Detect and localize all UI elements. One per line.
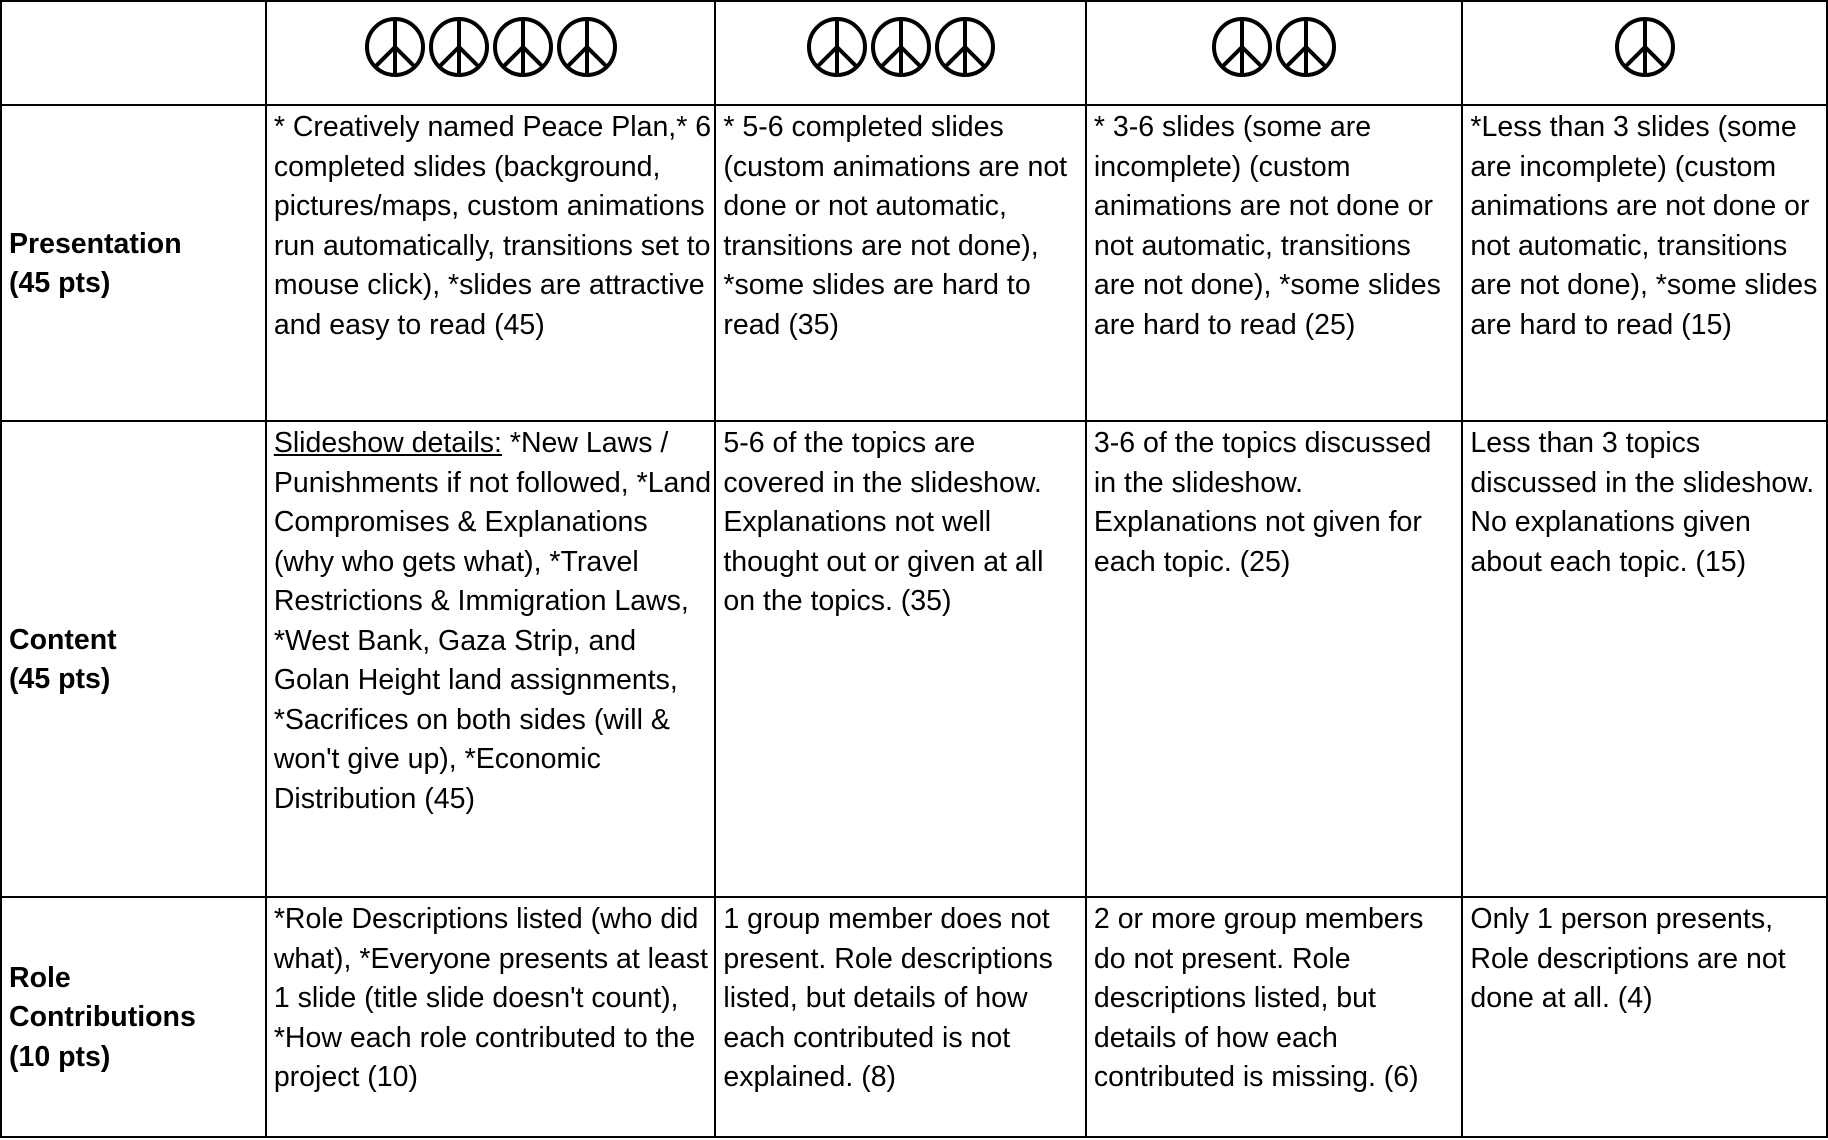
criteria-cell: * Creatively named Peace Plan,* 6 completed slides (background, pictures/maps, custom animations run automatically, transitions set to mouse click), *slides are attractive and easy to read (45) bbox=[266, 105, 716, 421]
rating-header-row bbox=[1, 1, 1827, 105]
slideshow-details-heading: Slideshow details: bbox=[273, 427, 502, 459]
criteria-cell: *Less than 3 slides (some are incomplete) (custom animations are not done or not automatic, transitions are not done), *some slides are hard to read (15) bbox=[1462, 105, 1827, 421]
criteria-label: Content (45 pts) bbox=[1, 421, 266, 897]
criteria-cell: 3-6 of the topics discussed in the slideshow. Explanations not given for each topic. (25) bbox=[1086, 421, 1463, 897]
rating-level-2 bbox=[1086, 1, 1463, 105]
criteria-cell: 5-6 of the topics are covered in the slideshow. Explanations not well thought out or given at all on the topics. (35) bbox=[715, 421, 1086, 897]
rating-level-3 bbox=[715, 1, 1086, 105]
criteria-cell: * 3-6 slides (some are incomplete) (custom animations are not done or not automatic, transitions are not done), *some slides are hard to read (25) bbox=[1086, 105, 1463, 421]
peace-sign-icon-group bbox=[1210, 15, 1338, 79]
criteria-cell: *Role Descriptions listed (who did what), *Everyone presents at least 1 slide (title slide doesn't count), *How each role contributed to the project (10) bbox=[266, 897, 716, 1137]
rating-level-4 bbox=[266, 1, 716, 105]
peace-sign-icon bbox=[1274, 15, 1338, 79]
rating-level-1 bbox=[1462, 1, 1827, 105]
criteria-cell: Slideshow details: *New Laws / Punishments if not followed, *Land Compromises & Explanations (why who gets what), *Travel Restrictions & Immigration Laws, *West Bank, Gaza Strip, and Golan Height land assignments, *Sacrifices on both sides (will & won't give up), *Economic Distribution (45) bbox=[266, 421, 716, 897]
peace-sign-icon bbox=[427, 15, 491, 79]
peace-sign-icon bbox=[555, 15, 619, 79]
peace-sign-icon-group bbox=[1613, 15, 1677, 79]
criteria-row-content bbox=[1, 421, 1827, 897]
peace-sign-icon bbox=[869, 15, 933, 79]
peace-sign-icon bbox=[363, 15, 427, 79]
criteria-row-role-contributions bbox=[1, 897, 1827, 1137]
peace-sign-icon bbox=[805, 15, 869, 79]
criteria-cell: Less than 3 topics discussed in the slideshow. No explanations given about each topic. (15) bbox=[1462, 421, 1827, 897]
criteria-label: Presentation (45 pts) bbox=[1, 105, 266, 421]
criteria-cell: Only 1 person presents, Role descriptions are not done at all. (4) bbox=[1462, 897, 1827, 1137]
criteria-cell: 2 or more group members do not present. Role descriptions listed, but details of how each contributed is missing. (6) bbox=[1086, 897, 1463, 1137]
peace-sign-icon bbox=[1613, 15, 1677, 79]
peace-sign-icon bbox=[491, 15, 555, 79]
peace-sign-icon-group bbox=[363, 15, 619, 79]
peace-sign-icon bbox=[1210, 15, 1274, 79]
corner-cell bbox=[1, 1, 266, 105]
criteria-cell: * 5-6 completed slides (custom animations are not done or not automatic, transitions are not done), *some slides are hard to read (35) bbox=[715, 105, 1086, 421]
criteria-cell: 1 group member does not present. Role descriptions listed, but details of how each contributed is not explained. (8) bbox=[715, 897, 1086, 1137]
criteria-row-presentation bbox=[1, 105, 1827, 421]
criteria-label: Role Contributions (10 pts) bbox=[1, 897, 266, 1137]
peace-sign-icon-group bbox=[805, 15, 997, 79]
peace-sign-icon bbox=[933, 15, 997, 79]
